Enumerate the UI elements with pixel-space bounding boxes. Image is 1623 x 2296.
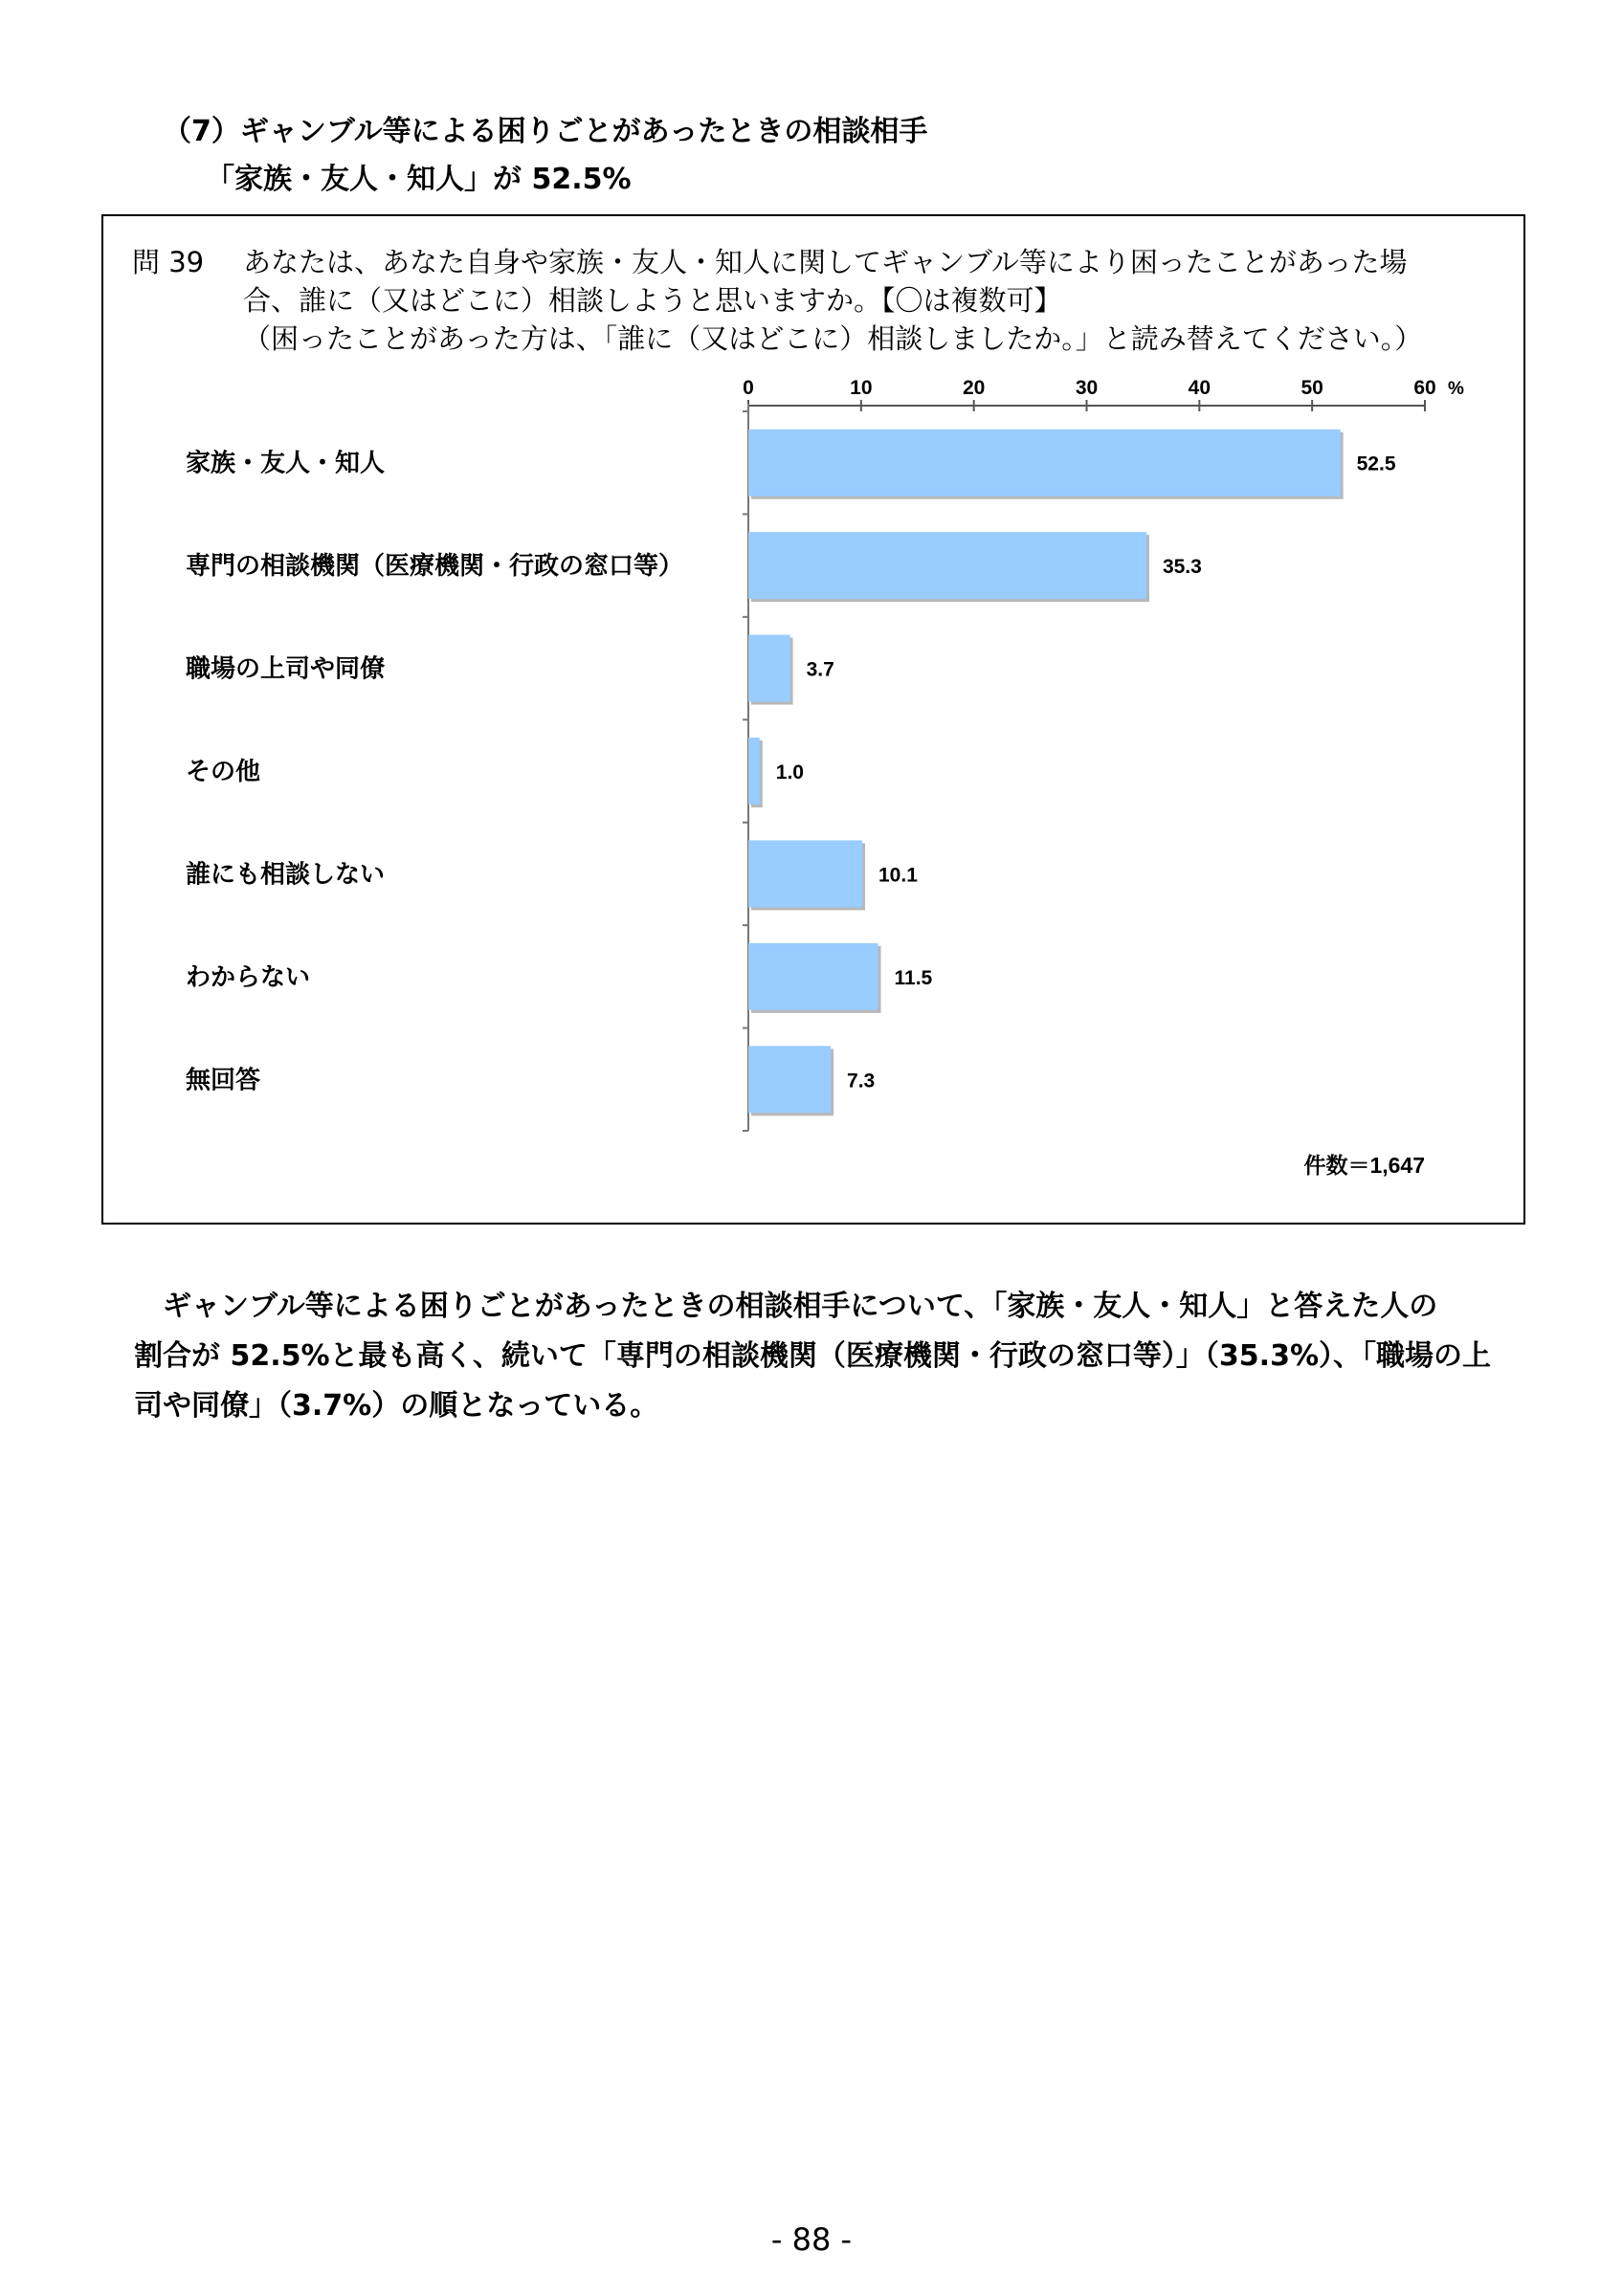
x-axis-unit: % — [1448, 379, 1464, 399]
bar-value-label: 7.3 — [847, 1070, 876, 1093]
bar — [748, 1046, 831, 1113]
bar — [748, 943, 878, 1010]
bar-value-label: 11.5 — [894, 966, 933, 989]
category-label: 職場の上司や同僚 — [186, 653, 386, 683]
bar — [748, 840, 862, 907]
question-number: 問 39 — [132, 246, 205, 278]
x-tick-label: 0 — [743, 377, 754, 399]
summary-line-2 — [134, 1332, 1493, 1381]
x-tick-label: 30 — [1075, 377, 1099, 399]
bar — [748, 532, 1146, 599]
summary-line-3-text: 司や同僚」（3.7%）の順となっている。 — [134, 1389, 659, 1423]
bar-value-label: 3.7 — [806, 658, 834, 681]
section-subtitle: 「家族・友人・知人」が 52.5% — [206, 163, 632, 196]
x-tick-label: 40 — [1188, 377, 1212, 399]
summary-line-2-text: 割合が 52.5%と最も高く、続いて「専門の相談機関（医療機関・行政の窓口等）」（35.3%）、「職場の上 — [134, 1339, 1491, 1373]
x-tick-label: 50 — [1301, 377, 1323, 399]
x-tick-label: 60 — [1413, 377, 1436, 399]
summary-line-1-text: ギャンブル等による困りごとがあったときの相談相手について、「家族・友人・知人」と答えた人の — [163, 1290, 1438, 1323]
bar — [748, 430, 1341, 497]
bar — [748, 738, 760, 805]
category-label: 専門の相談機関（医療機関・行政の窓口等） — [186, 551, 684, 581]
bar-value-label: 35.3 — [1162, 556, 1202, 579]
sample-size-label: 件数＝1,647 — [1303, 1153, 1425, 1178]
bar-chart-svg — [103, 216, 1527, 1226]
question-text-line-1: あなたは、あなた自身や家族・友人・知人に関してギャンブル等により困ったことがあった場 — [243, 246, 1408, 278]
bar-value-label: 1.0 — [775, 762, 804, 784]
category-label: 無回答 — [186, 1065, 261, 1094]
x-tick-label: 10 — [850, 377, 873, 399]
summary-paragraph — [134, 1282, 1493, 1431]
bar — [748, 635, 790, 702]
question-text-line-3: （困ったことがあった方は、「誰に（又はどこに）相談しましたか。」と読み替えてください。） — [243, 322, 1423, 355]
summary-line-1 — [134, 1282, 1493, 1332]
category-label: わからない — [186, 961, 311, 991]
section-title: （7）ギャンブル等による困りごとがあったときの相談相手 — [163, 115, 928, 148]
page-number: - 88 - — [770, 2221, 853, 2258]
category-label: その他 — [186, 757, 261, 785]
category-label: 誰にも相談しない — [186, 859, 386, 889]
bar-value-label: 52.5 — [1356, 453, 1396, 475]
bar-value-label: 10.1 — [878, 864, 918, 887]
category-label: 家族・友人・知人 — [186, 448, 386, 477]
question-text-line-2: 合、誰に（又はどこに）相談しようと思いますか。【〇は複数可】 — [243, 284, 1062, 317]
summary-line-3 — [134, 1381, 1493, 1431]
question-box — [101, 214, 1525, 1225]
x-tick-label: 20 — [962, 377, 986, 399]
